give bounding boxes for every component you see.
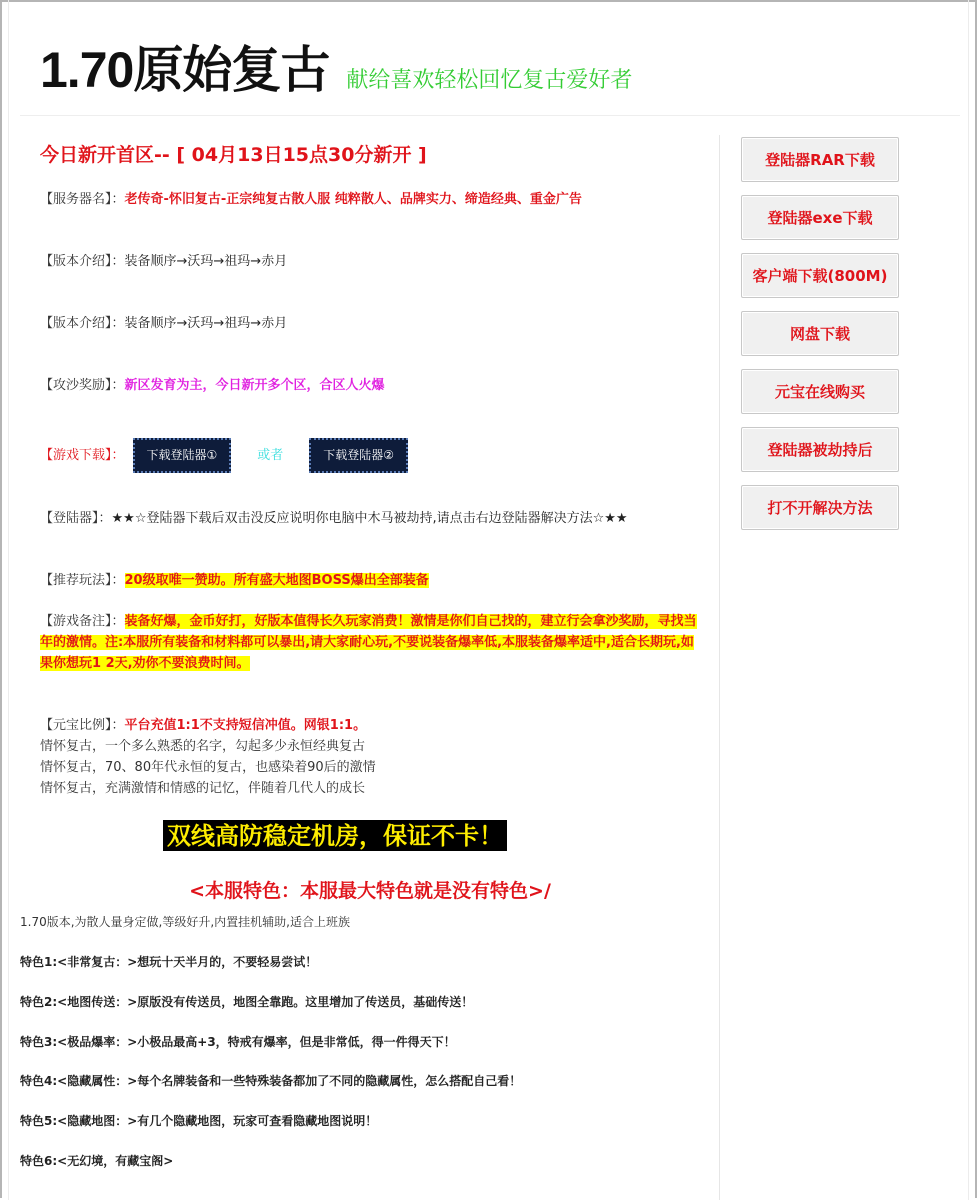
info-value: ★★☆登陆器下载后双击没反应说明你电脑中木马被劫持,请点击右边登陆器解决方法☆★★ (111, 511, 628, 526)
info-game-notes (40, 611, 702, 674)
left-guide-line (8, 0, 9, 1200)
header-divider (20, 115, 960, 116)
version-intro: 1.70版本,为散人量身定做,等级好升,内置挂机辅助,适合上班族 (20, 915, 350, 929)
opening-headline: 今日新开首区-- [ 04月13日15点30分新开 ] (40, 144, 427, 166)
info-label: 【推荐玩法】： (40, 573, 125, 588)
launcher-exe-download-button[interactable]: 登陆器exe下载 (741, 195, 899, 240)
info-recommended (40, 570, 429, 591)
info-label: 【元宝比例】： (40, 718, 125, 733)
feature-item: 特色2:<地图传送：>原版没有传送员，地图全靠跑。这里增加了传送员，基础传送！ (20, 995, 474, 1009)
info-value: 新区发育为主，今日新开多个区，合区人火爆 (124, 378, 385, 393)
info-label: 【攻沙奖励】： (40, 378, 125, 393)
info-value: 20级取唯一赞助。所有盛大地图BOSS爆出全部装备 (124, 573, 429, 588)
main-content (40, 140, 710, 167)
column-divider (719, 135, 720, 1200)
launcher-rar-download-button[interactable]: 登陆器RAR下载 (741, 137, 899, 182)
info-version-1 (40, 251, 287, 272)
server-tagline-banner: 双线高防稳定机房，保证不卡！ (163, 820, 507, 851)
info-label: 【游戏备注】： (40, 614, 125, 629)
info-value: 装备顺序→沃玛→祖玛→赤月 (124, 254, 288, 269)
info-label: 【版本介绍】： (40, 254, 125, 269)
info-yuanbao-ratio (40, 715, 366, 736)
info-value: 老传奇-怀旧复古-正宗纯复古散人服 纯粹散人、品牌实力、缔造经典、重金广告 (124, 192, 582, 207)
nostalgia-line: 情怀复古，一个多么熟悉的名字，勾起多少永恒经典复古 (40, 739, 366, 754)
launcher-hijacked-button[interactable]: 登陆器被劫持后 (741, 427, 899, 472)
info-label: 【游戏下载】： (40, 448, 125, 463)
info-launcher (40, 508, 628, 529)
info-label: 【版本介绍】： (40, 316, 125, 331)
info-version-2 (40, 313, 287, 334)
client-download-button[interactable]: 客户端下载(800M) (741, 253, 899, 298)
nostalgia-line: 情怀复古，70、80年代永恒的复古，也感染着90后的激情 (40, 760, 376, 775)
site-subtitle: 献给喜欢轻松回忆复古爱好者 (346, 68, 633, 93)
feature-item: 特色1:<非常复古：>想玩十天半月的，不要轻易尝试！ (20, 955, 318, 969)
cannot-open-fix-button[interactable]: 打不开解决方法 (741, 485, 899, 530)
nostalgia-line: 情怀复古，充满激情和情感的记忆，伴随着几代人的成长 (40, 781, 366, 796)
site-title: 1.70原始复古 (40, 42, 330, 98)
info-label: 【服务器名】： (40, 192, 125, 207)
feature-item: 特色6:<无幻境，有藏宝阁> (20, 1154, 174, 1168)
features-title: <本服特色：本服最大特色就是没有特色>/ (189, 880, 551, 902)
info-value: 装备顺序→沃玛→祖玛→赤月 (124, 316, 288, 331)
feature-item: 特色3:<极品爆率：>小极品最高+3，特戒有爆率，但是非常低，得一件得天下！ (20, 1035, 456, 1049)
feature-item: 特色5:<隐藏地图：>有几个隐藏地图，玩家可查看隐藏地图说明！ (20, 1114, 378, 1128)
info-game-download (40, 438, 408, 473)
info-siege-reward (40, 375, 385, 396)
info-value: 装备好爆，金币好打，好版本值得长久玩家消费！激情是你们自己找的，建立行会拿沙奖励，寻找当年的激情。注:本服所有装备和材料都可以暴出,请大家耐心玩,不要说装备爆率低,本服装备爆率适中,适合长期玩,如果你想玩1 2天,劝你不要浪费时间。 (40, 614, 697, 671)
feature-item: 特色4:<隐藏属性：>每个名牌装备和一些特殊装备都加了不同的隐藏属性，怎么搭配自己看！ (20, 1074, 522, 1088)
yuanbao-purchase-button[interactable]: 元宝在线购买 (741, 369, 899, 414)
netdisk-download-button[interactable]: 网盘下载 (741, 311, 899, 356)
info-server-name (40, 189, 582, 210)
download-launcher-1-button[interactable]: 下载登陆器① (133, 438, 232, 473)
download-launcher-2-button[interactable]: 下载登陆器② (309, 438, 408, 473)
info-label: 【登陆器】： (40, 511, 112, 526)
right-guide-line (968, 0, 969, 1200)
site-header (40, 30, 632, 102)
or-text: 或者 (257, 448, 284, 463)
info-value: 平台充值1:1不支持短信冲值。网银1:1。 (124, 718, 367, 733)
